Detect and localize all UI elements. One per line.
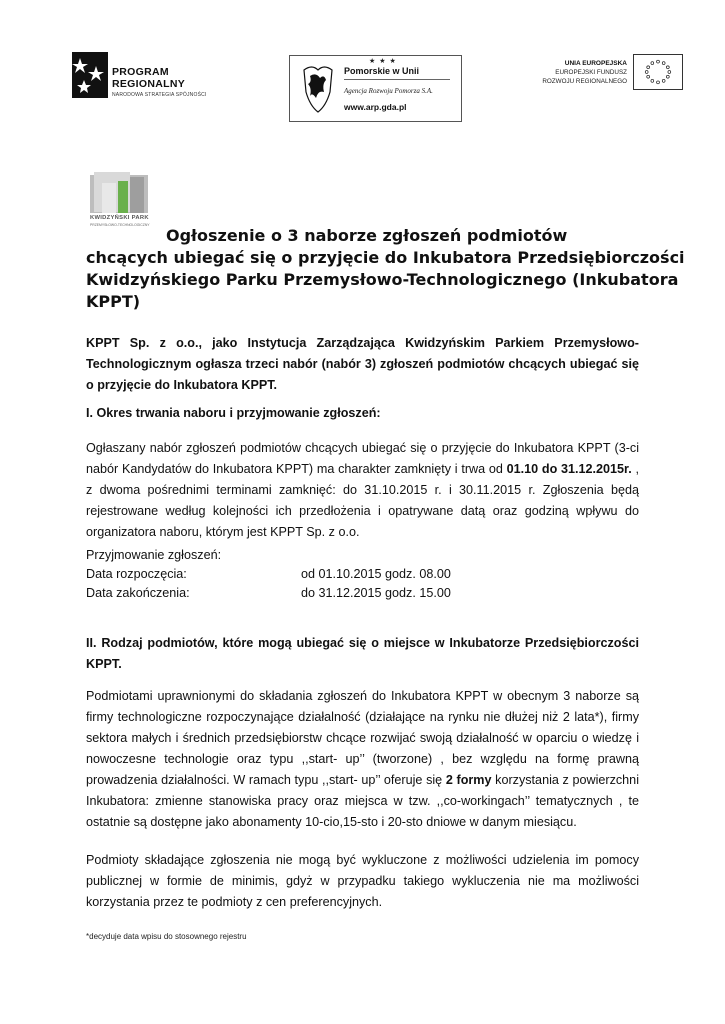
pomorskie-title: Pomorskie w Unii bbox=[344, 66, 420, 76]
title-line-3: Kwidzyńskiego Parku Przemysłowo-Technologicznego (Inkubatora bbox=[86, 270, 679, 289]
eu-flag-icon bbox=[633, 54, 683, 90]
section2-paragraph2: Podmioty składające zgłoszenia nie mogą być wykluczone z możliwości udzielenia im pomocy publicznej w formie de minimis, gdyż w przypadku takiego wykluczenia nie ma możliwości korzystania przez te podmioty z cen preferencyjnych. bbox=[86, 853, 639, 909]
park-blocks-icon bbox=[88, 171, 158, 215]
section1-text-b: , z dwoma pośrednimi terminami zamknięć: do 31.10.2015 r. i 30.11.2015 r. Zgłoszenia będą rejestrowane według kolejności ich przedłożenia i opatrywane datą oraz godziną wpływu do organizatora naboru, którym jest KPPT Sp. z o.o. bbox=[86, 462, 640, 539]
eu-logo-line1: UNIA EUROPEJSKA bbox=[564, 60, 627, 67]
title-line-1: Ogłoszenie o 3 naborze zgłoszeń podmiotów bbox=[166, 226, 568, 245]
program-logo-line3: NARODOWA STRATEGIA SPÓJNOŚCI bbox=[112, 92, 207, 98]
section2-heading: II. Rodzaj podmiotów, które mogą ubiegać się o miejsce w Inkubatorze Przedsiębiorczości KPPT. bbox=[86, 636, 639, 671]
submission-dates bbox=[86, 546, 546, 603]
section2-paragraph1 bbox=[86, 686, 639, 833]
park-logo-line1: KWIDZYŃSKI PARK bbox=[90, 215, 149, 221]
document-title bbox=[86, 225, 685, 313]
section2-forms-count: 2 formy bbox=[445, 773, 492, 787]
park-logo-line2: PRZEMYSŁOWO-TECHNOLOGICZNY bbox=[90, 223, 150, 227]
section1-text-a: Ogłaszany nabór zgłoszeń podmiotów chcących ubiegać się o przyjęcie do Inkubatora KPPT (3-ci nabór Kandydatów do Inkubatora KPPT) ma charakter zamknięty i trwa od bbox=[86, 441, 639, 476]
program-logo-line1: PROGRAM bbox=[112, 66, 169, 78]
kwidzynski-park-logo bbox=[88, 171, 158, 233]
program-logo-line2: REGIONALNY bbox=[112, 78, 186, 90]
section1-heading: I. Okres trwania naboru i przyjmowanie zgłoszeń: bbox=[86, 406, 381, 420]
eu-logo-line3: ROZWOJU REGIONALNEGO bbox=[542, 78, 627, 85]
footnote: *decyduje data wpisu do stosownego rejestru bbox=[86, 932, 247, 941]
end-date-value: do 31.12.2015 godz. 15.00 bbox=[301, 586, 451, 600]
griffin-crest-icon bbox=[298, 62, 338, 114]
end-date-label: Data zakończenia: bbox=[86, 586, 190, 600]
pomorskie-stars: ★ ★ ★ bbox=[369, 58, 397, 65]
program-star-icon bbox=[72, 52, 108, 98]
title-line-2: chcących ubiegać się o przyjęcie do Inkubatora Przedsiębiorczości bbox=[86, 248, 685, 267]
section2-text-b: korzystania z powierzchni Inkubatora: zmienne stanowiska pracy oraz miejsca w tzw. ,,co-workingach’’ tematycznych , te ostatnie są dostępne jako abonamenty 10-cio,15-sto i 20-sto dniowe w danym miesiącu. bbox=[86, 773, 639, 829]
eu-logo-line2: EUROPEJSKI FUNDUSZ bbox=[555, 69, 627, 76]
title-line-4: KPPT) bbox=[86, 292, 141, 311]
section2-text-a: Podmiotami uprawnionymi do składania zgłoszeń do Inkubatora KPPT w obecnym 3 naborze są firmy technologiczne rozpoczynające działalność (działające na rynku nie dłużej niż 2 lata*), firmy sektora małych i średnich przedsiębiorstw chcące rozwijać swoją działalność w oparciu o wiedzę i nowoczesne technologie oraz typu ,,start- up’’ (tworzone) , bez względu na formę prawną prowadzenia działalności. W ramach typu ,,start- up’’ oferuje się bbox=[86, 689, 639, 787]
eu-logo bbox=[542, 54, 683, 94]
section1-paragraph bbox=[86, 438, 639, 543]
start-date-label: Data rozpoczęcia: bbox=[86, 567, 187, 581]
pomorskie-w-unii-logo bbox=[289, 55, 462, 122]
start-date-value: od 01.10.2015 godz. 08.00 bbox=[301, 567, 451, 581]
dates-heading: Przyjmowanie zgłoszeń: bbox=[86, 548, 222, 562]
program-regionalny-logo bbox=[72, 52, 222, 102]
pomorskie-agency: Agencja Rozwoju Pomorza S.A. bbox=[344, 87, 433, 95]
intro-paragraph: KPPT Sp. z o.o., jako Instytucja Zarządzająca Kwidzyńskim Parkiem Przemysłowo-Technologicznym ogłasza trzeci nabór (nabór 3) zgłoszeń podmiotów chcących ubiegać się o przyjęcie do Inkubatora KPPT. bbox=[86, 336, 639, 392]
pomorskie-divider bbox=[344, 79, 450, 80]
pomorskie-url: www.arp.gda.pl bbox=[344, 102, 407, 112]
section1-date-range: 01.10 do 31.12.2015r. bbox=[506, 462, 632, 476]
